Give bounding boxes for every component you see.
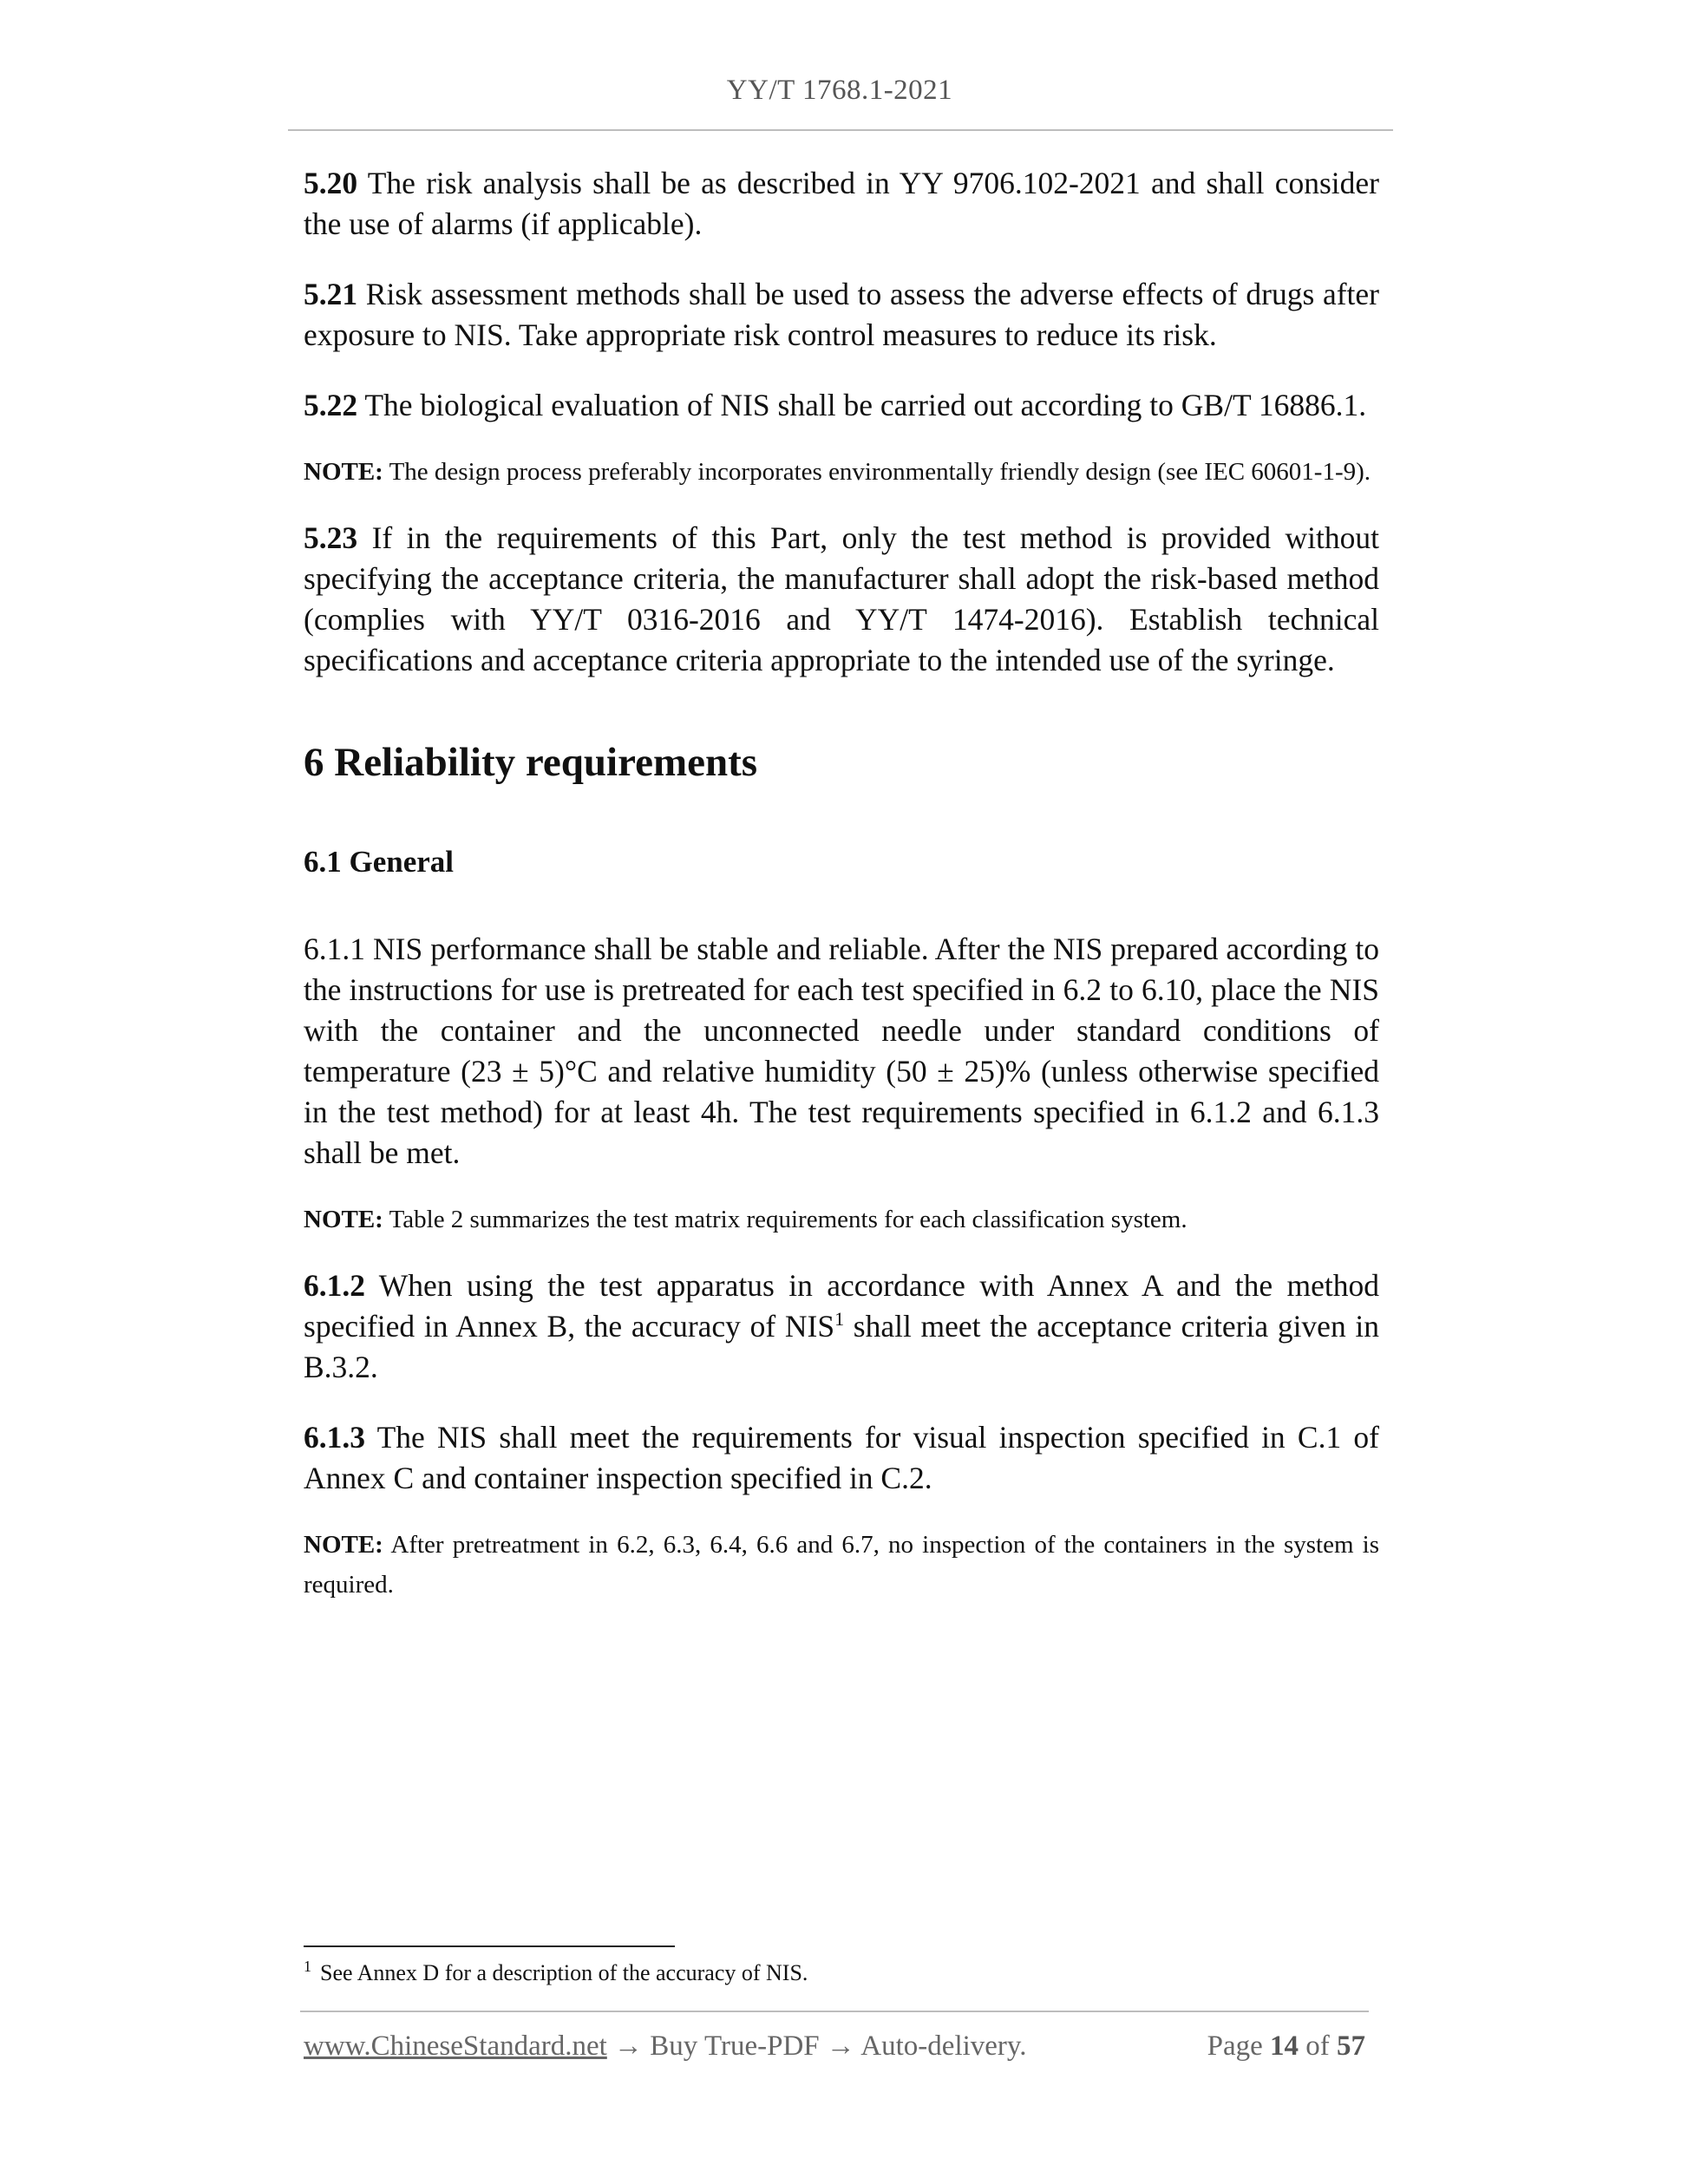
running-header: YY/T 1768.1-2021: [726, 75, 953, 106]
note-design-process: [304, 452, 1379, 492]
clause-number: 5.22: [304, 388, 358, 422]
footnote-number: 1: [304, 1958, 311, 1976]
total-pages: 57: [1337, 2030, 1365, 2062]
note-label: NOTE:: [304, 1531, 383, 1559]
footnote: [304, 1958, 808, 1988]
header-divider: [288, 129, 1393, 131]
note-text: Table 2 summarizes the test matrix requirements for each classification system.: [383, 1206, 1187, 1233]
note-text: After pretreatment in 6.2, 6.3, 6.4, 6.6 and 6.7, no inspection of the containers in the system is required.: [304, 1531, 1379, 1599]
clause-text: The biological evaluation of NIS shall be carried out according to GB/T 16886.1.: [357, 388, 1367, 422]
clause-text: Risk assessment methods shall be used to assess the adverse effects of drugs after exposure to NIS. Take appropriate risk control measures to reduce its risk.: [304, 277, 1379, 352]
note-text: The design process preferably incorporates environmentally friendly design (see IEC 60601-1-9).: [383, 458, 1371, 486]
clause-6-1-3: [304, 1417, 1379, 1499]
clause-6-1-1: 6.1.1 NIS performance shall be stable and reliable. After the NIS prepared according to the instructions for use is pretreated for each test specified in 6.2 to 6.10, place the NIS with the container and the unconnected needle under standard conditions of temperature (23 ± 5)°C and relative humidity (50 ± 25)% (unless otherwise specified in the test method) for at least 4h. The test requirements specified in 6.1.2 and 6.1.3 shall be met.: [304, 932, 1379, 1170]
website-link[interactable]: www.ChineseStandard.net: [304, 2030, 607, 2062]
clause-text: If in the requirements of this Part, only the test method is provided without specifying the acceptance criteria, the manufacturer shall adopt the risk-based method (complies with YY/T 0316-2016 and YY/T 1474-2016). Establish technical specifications and acceptance criteria appropriate to the intended use of the syringe.: [304, 520, 1379, 677]
clause-text: When using the test apparatus in accordance with Annex A and the method specified in Annex B, the accuracy of NIS: [304, 1268, 1379, 1344]
note-label: NOTE:: [304, 458, 383, 486]
footnote-ref[interactable]: 1: [834, 1308, 845, 1331]
footer-divider: [300, 2011, 1369, 2012]
clause-number: 5.23: [304, 520, 358, 555]
footer-promo: [304, 2030, 1027, 2063]
clause-number: 5.21: [304, 277, 358, 311]
clause-5-22: [304, 385, 1379, 426]
footer-promo-text: → Buy True-PDF → Auto-delivery.: [606, 2030, 1027, 2062]
of-label: of: [1299, 2030, 1337, 2062]
clause-6-1-2: [304, 1265, 1379, 1388]
page-indicator: [1207, 2030, 1365, 2063]
subsection-6-1-heading: 6.1 General: [304, 845, 455, 879]
note-pretreatment: [304, 1525, 1379, 1605]
page-number: 14: [1270, 2030, 1299, 2062]
clause-text: shall meet the acceptance criteria given in B.3.2.: [304, 1309, 1379, 1384]
clause-number: 6.1.3: [304, 1420, 365, 1455]
clause-text: The NIS shall meet the requirements for visual inspection specified in C.1 of Annex C and container inspection specified in C.2.: [304, 1420, 1379, 1495]
clause-text: The risk analysis shall be as described in YY 9706.102-2021 and shall consider the use of alarms (if applicable).: [304, 166, 1379, 241]
section-6-heading: 6 Reliability requirements: [304, 740, 758, 785]
page-label: Page: [1207, 2030, 1270, 2062]
clause-5-23: [304, 518, 1379, 681]
footnote-text: See Annex D for a description of the accuracy of NIS.: [320, 1960, 808, 1985]
clause-5-20: [304, 163, 1379, 245]
note-label: NOTE:: [304, 1206, 383, 1233]
clause-number: 5.20: [304, 166, 358, 200]
clause-5-21: [304, 274, 1379, 356]
footnote-divider: [304, 1945, 675, 1947]
page-body: [304, 163, 1379, 1605]
clause-number: 6.1.2: [304, 1268, 365, 1303]
note-table-2: [304, 1200, 1379, 1239]
